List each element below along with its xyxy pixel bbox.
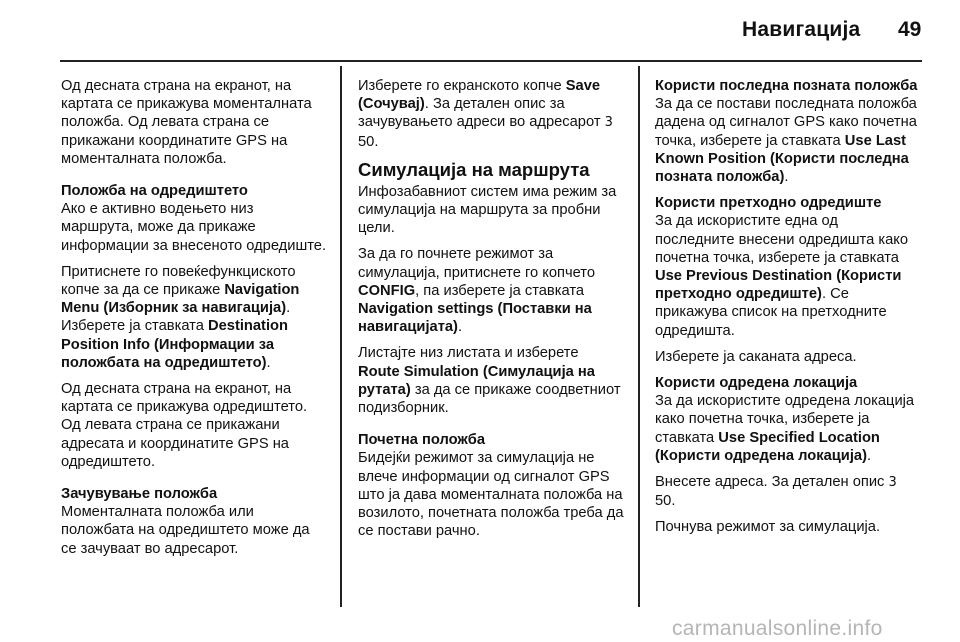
- paragraph: Ако е активно водењето низ маршрута, може да прикаже информации за внесеното одредиште.: [61, 201, 327, 254]
- paragraph: Од десната страна на екранот, на картата се прикажува одредиштето. Од левата страна се прикажани адресата и координатите GPS на одредиштето.: [61, 381, 308, 470]
- paragraph: Моменталната положба или положбата на одредиштето може да се зачуваат во адресарот.: [61, 504, 310, 557]
- text-run: . Се прикажува список на претходните одредишта.: [655, 286, 887, 339]
- column-2: [358, 77, 624, 548]
- paragraph: [655, 473, 921, 510]
- text-run: Внесете адреса. За детален опис: [655, 474, 889, 491]
- text-run: .: [784, 169, 789, 186]
- column-1: [61, 77, 327, 566]
- paragraph: [358, 344, 624, 417]
- subheading-use-last-known: Користи последна позната положба: [655, 78, 918, 94]
- paragraph: Бидејќи режимот за симулација не влече информации од сигналот GPS што ја дава моменталната положба на возилото, почетната положба треба да се постави рачно.: [358, 450, 624, 540]
- paragraph: Од десната страна на екранот, на картата се прикажува моменталната положба. Од левата страна се прикажани координатите GPS на моменталната положба.: [61, 78, 312, 167]
- subheading-destination-position: Положба на одредиштето: [61, 183, 248, 200]
- subheading-use-previous-destination: Користи претходно одредиште: [655, 195, 882, 212]
- text-run: За да искористите една од последните внесени одредишта како почетна точка, изберете ја ставката: [655, 213, 909, 266]
- text-run: . За деталeн опис за зачувувањето адреси во адресарот: [358, 96, 605, 131]
- menu-reference: Use Previous Destination (Користи претходно одредиште): [655, 268, 902, 303]
- text-run: 50.: [655, 493, 676, 510]
- text-run: За да го почнете режимот за симулација, притиснете го копчето: [358, 246, 596, 281]
- menu-reference: Route Simulation (Симулација на рутата): [358, 363, 595, 398]
- paragraph: [655, 212, 921, 339]
- text-run: За да искористите одредена локација како почетна точка, изберете ја ставката: [655, 393, 915, 446]
- menu-reference: Destination Position Info (Информации за положбата на одредиштето): [61, 318, 288, 371]
- text-run: . Изберете ја ставката: [61, 300, 291, 335]
- subheading-save-position: Зачувување положба: [61, 486, 218, 503]
- paragraph: [358, 77, 624, 151]
- paragraph: [655, 392, 921, 465]
- text-run: Листајте низ листата и изберете: [358, 345, 579, 362]
- paragraph: Почнува режимот за симулација.: [655, 519, 881, 536]
- section-title: Навигација: [742, 18, 861, 41]
- button-reference: Save (Сочувај): [358, 78, 601, 113]
- text-run: Притиснете го повеќефункциското копче за да се прикаже: [61, 263, 296, 299]
- column-3: [655, 77, 921, 545]
- menu-reference: Navigation Menu (Изборник за навигација): [61, 282, 300, 317]
- paragraph: Инфозабавниот систем има режим за симулација на маршрута за пробни цели.: [358, 183, 617, 237]
- header-divider: [60, 60, 922, 62]
- text-run: за да се прикаже соодветниот подизборник.: [358, 381, 621, 417]
- section-heading-route-simulation: Симулација на маршрута: [358, 158, 590, 180]
- column-divider-1: [340, 66, 342, 607]
- text-run: 50.: [358, 133, 379, 150]
- text-run: .: [866, 447, 872, 464]
- paragraph: [358, 245, 624, 336]
- text-run: , па изберете ја ставката: [415, 282, 585, 299]
- column-divider-2: [638, 66, 640, 607]
- menu-reference: Navigation settings (Поставки на навигацијата): [358, 301, 592, 336]
- menu-reference: Use Last Known Position (Користи последна позната положба): [655, 132, 909, 186]
- watermark: carmanualsonline.info: [672, 617, 883, 640]
- page-reference-icon: 3: [888, 475, 897, 491]
- paragraph: Изберете ја саканата адреса.: [655, 348, 857, 365]
- subheading-start-position: Почетна положба: [358, 432, 486, 449]
- page-number: 49: [898, 18, 922, 41]
- subheading-use-specified-location: Користи одредена локација: [655, 375, 858, 392]
- text-run: .: [457, 319, 463, 336]
- paragraph: [655, 95, 921, 186]
- text-run: Изберете го екранското копче: [358, 78, 566, 94]
- page-reference-icon: 3: [604, 115, 613, 131]
- text-run: За да се постави последната положба дадена од сигналот GPS како почетна точка, изберете ја ставката: [655, 96, 917, 149]
- menu-reference: Use Specified Location (Користи одредена локација): [655, 429, 880, 464]
- button-reference: CONFIG: [358, 282, 416, 299]
- paragraph: [61, 263, 327, 372]
- text-run: .: [266, 354, 271, 371]
